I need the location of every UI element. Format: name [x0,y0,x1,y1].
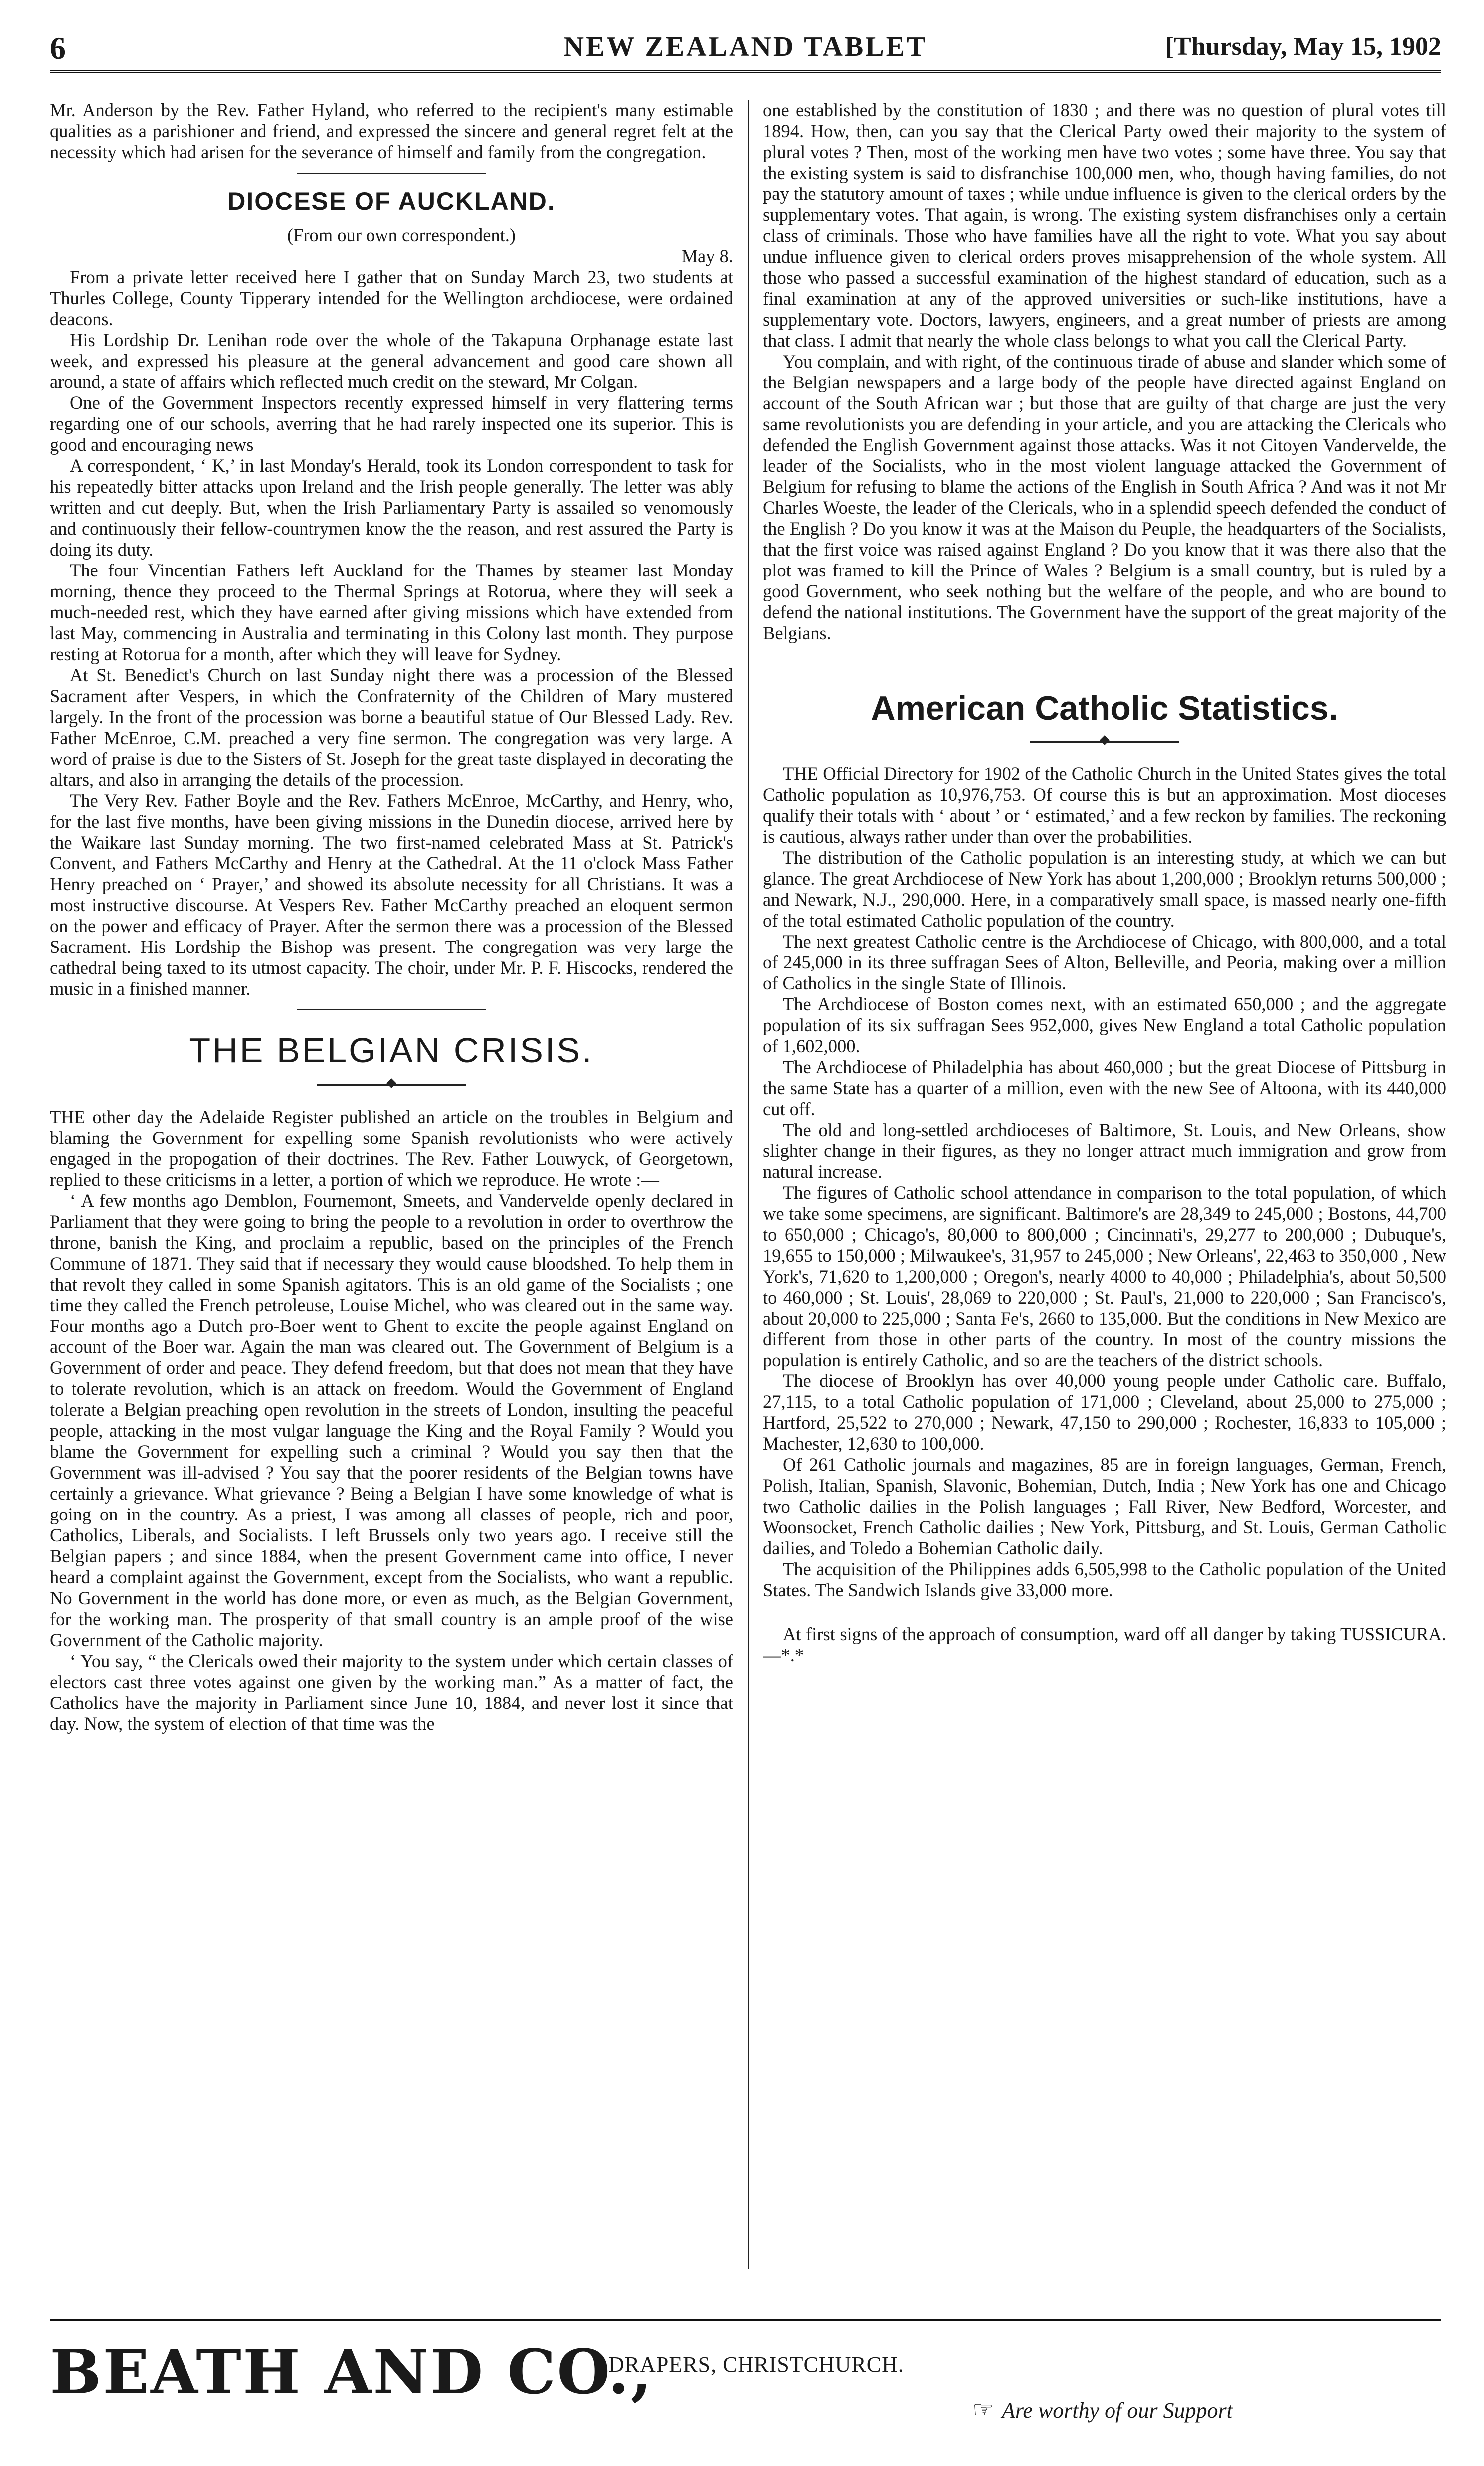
american-paragraph: The Archdiocese of Philadelphia has about 460,000 ; but the great Diocese of Pittsburg in the same State has a quarter of a million, even with the new See of Altoona, with its 440,000 cut off. [763,1056,1446,1119]
belgian-crisis-heading: THE BELGIAN CRISIS. [189,1031,594,1070]
auckland-heading: DIOCESE OF AUCKLAND. [227,187,556,215]
issue-date: [Thursday, May 15, 1902 [1165,32,1441,61]
left-column [50,100,733,2264]
auckland-byline: (From our own correspondent.) [287,225,516,246]
advertisement-footer [50,2319,1441,2446]
auckland-paragraph: A correspondent, ‘ K,’ in last Monday's Herald, took its London correspondent to task for his repeatedly bitter attacks upon Ireland and the Irish people generally. The letter was ably written and cut deeply. But, when the Irish Parliamentary Party is assailed so venomously and continuously their fellow-countrymen know the the reason, and rest assured the Party is doing its duty. [50,455,733,560]
belgian-continued-paragraph: one established by the constitution of 1830 ; and there was no question of plural votes till 1894. How, then, can you say that the Clerical Party owed their majority to the system of plural votes ? Then, most of the working men have two votes ; some have three. You say that the existing system is said to disfranchise 100,000 men, who, though having families, do not pay the statutory amount of taxes ; while undue influence is given to the clerical orders by the supplementary votes. That again, is wrong. The existing system disfranchises only a certain class of criminals. Those who have families have all the right to vote. What you say about undue influence given to clerical orders proves misapprehension of the whole system. All those who passed a successful examination of the highest standard of education, such as a final examination at any of the approved universities or such-like institutions, have a supplementary vote. Doctors, lawyers, engineers, and a great number of priests are among that class. I admit that nearly the whole class belongs to what you call the Clerical Party. [763,100,1446,351]
american-paragraph: THE Official Directory for 1902 of the Catholic Church in the United States gives the total Catholic population as 10,976,753. Of course this is but an approximation. Most dioceses qualify their totals with ‘ about ’ or ‘ estimated,’ and a few reckon by families. The reckoning is cautious, always rather under than over the probabilities. [763,763,1446,847]
belgian-paragraph: THE other day the Adelaide Register published an article on the troubles in Belgium and blaming the Government for expelling some Spanish revolutionists who were actively engaged in the propogation of their doctrines. The Rev. Father Louwyck, of Georgetown, replied to these criticisms in a letter, a portion of which we reproduce. He wrote :— [50,1106,733,1190]
american-statistics-heading: American Catholic Statistics. [871,689,1338,728]
american-paragraph: The acquisition of the Philippines adds 6,505,998 to the Catholic population of the United States. The Sandwich Islands give 33,000 more. [763,1559,1446,1601]
beath-and-co-brand: BEATH AND CO., [50,2336,654,2408]
auckland-paragraph: The Very Rev. Father Boyle and the Rev. Fathers McEnroe, McCarthy, and Henry, who, for the last five months, have been giving missions in the Dunedin diocese, arrived here by the Waikare last Sunday morning. The two first-named celebrated Mass at St. Patrick's Convent, and Fathers McCarthy and Henry at the Cathedral. At the 11 o'clock Mass Father Henry preached on ‘ Prayer,’ and showed its absolute necessity for all Christians. It was a most instructive discourse. At Vespers Rev. Father McCarthy preached an eloquent sermon on the power and efficacy of Prayer. After the sermon there was a procession of the Blessed Sacrament. His Lordship the Bishop was present. The congregation was very large the cathedral being taxed to its utmost capacity. The choir, under Mr. P. F. Hiscocks, rendered the music in a finished manner. [50,790,733,999]
belgian-continued-paragraph: You complain, and with right, of the continuous tirade of abuse and slander which some of the Belgian newspapers and a large body of the people have directed against England on account of the South African war ; but those that are guilty of that charge are just the very same revolutionists you are defending in your article, and you are attacking the Clericals who defended the English Government against those attacks. Was it not Citoyen Vandervelde, the leader of the Socialists, who in the most violent language attacked the Government of Belgium for refusing to blame the actions of the English in South Africa ? And was it not Mr Charles Woeste, the leader of the Clericals, who in a splendid speech defended the conduct of the English ? Do you know it was at the Maison du Peuple, the headquarters of the Socialists, that the first voice was raised against England ? Do you know that it was there also that the plot was framed to kill the Prince of Wales ? Belgium is a small country, but is ruled by a good Government, who seek nothing but the welfare of the people, and who are bound to defend the national institutions. The Government have the support of the great majority of the Belgians. [763,351,1446,644]
american-paragraph: The next greatest Catholic centre is the Archdiocese of Chicago, with 800,000, and a total of 245,000 in its three suffragan Sees of Alton, Belleville, and Peoria, making over a million of Catholics in the single State of Illinois. [763,931,1446,994]
tussicura-notice: At first signs of the approach of consumption, ward off all danger by taking TUSSICURA.—*.* [763,1624,1446,1666]
auckland-paragraph: From a private letter received here I gather that on Sunday March 23, two students at Thurles College, County Tipperary intended for the Wellington archdiocese, were ordained deacons. [50,267,733,330]
column-divider [748,100,749,2269]
opening-paragraph: Mr. Anderson by the Rev. Father Hyland, who referred to the recipient's many estimable qualities as a parishioner and friend, and expressed the sincere and general regret felt at the necessity which had arisen for the severance of himself and family from the congregation. [50,100,733,162]
auckland-paragraph: The four Vincentian Fathers left Auckland for the Thames by steamer last Monday morning, thence they proceed to the Thermal Springs at Rotorua, where they will seek a much-needed rest, which they have earned after giving missions which have extended from last May, commencing in Australia and terminating in this Colony last month. They purpose resting at Rotorua for a month, after which they will leave for Sydney. [50,560,733,664]
page-header [50,30,1441,73]
american-paragraph: The old and long-settled archdioceses of Baltimore, St. Louis, and New Orleans, show slighter change in their figures, as they no longer attract much immigration and grow from natural increase. [763,1119,1446,1182]
auckland-paragraph: His Lordship Dr. Lenihan rode over the whole of the Takapuna Orphanage estate last week, and expressed his pleasure at the general advancement and good care shown all around, a state of affairs which reflected much credit on the steward, Mr Colgan. [50,330,733,392]
diamond-rule [1030,737,1179,747]
auckland-paragraph: One of the Government Inspectors recently expressed himself in very flattering terms regarding one of our schools, averring that he had rarely inspected one its superior. This is good and encouraging news [50,392,733,455]
diamond-rule [317,1080,466,1090]
american-paragraph: The diocese of Brooklyn has over 40,000 young people under Catholic care. Buffalo, 27,115, to a total Catholic population of 171,000 ; Cleveland, about 25,000 to 275,000 ; Hartford, 25,522 to 270,000 ; Newark, 47,150 to 290,000 ; Rochester, 16,833 to 105,000 ; Machester, 12,630 to 100,000. [763,1370,1446,1454]
diamond-ornament-icon [386,1078,396,1088]
auckland-paragraph: At St. Benedict's Church on last Sunday night there was a procession of the Blessed Sacrament after Vespers, in which the Confraternity of the Children of Mary mustered largely. In the front of the procession was borne a beautiful statue of Our Blessed Lady. Rev. Father McEnroe, C.M. preached a very fine sermon. The congregation was very large. A word of praise is due to the Sisters of St. Joseph for the great taste displayed in decorating the altars, and also in arranging the details of the procession. [50,664,733,790]
belgian-paragraph: ‘ A few months ago Demblon, Fournemont, Smeets, and Vandervelde openly declared in Parliament that they were going to bring the people to a revolution in order to overthrow the throne, banish the King, and proclaim a republic, based on the principles of the French Commune of 1871. They said that if necessary they would cause bloodshed. To help them in that revolt they called in some Spanish agitators. This is an old game of the Socialists ; one time they called the French petroleuse, Louise Michel, who was cleared out in the same way. Four months ago a Dutch pro-Boer went to Ghent to excite the people against England on account of the Boer war. Again the man was cleared out. The Government of Belgium is a Government of order and peace. They defend freedom, but that does not mean that they have to tolerate revolution, which is an attack on freedom. Would the Government of England tolerate a Belgian preaching open revolution in the streets of London, insulting the peaceful people, attacking in the most vulgar language the King and the Royal Family ? Would you blame the Government for expelling such a criminal ? Would you say then that the Government was ill-advised ? You say that the poorer residents of the Belgian towns have certainly a grievance. What grievance ? Being a Belgian I have some knowledge of what is going on in the country. As a priest, I was among all classes of people, rich and poor, Catholics, Liberals, and Socialists. I left Brussels only two years ago. I receive still the Belgian papers ; and since 1884, when the present Government came into office, I never heard a complaint against the Government, except from the Socialists, who want a republic. No Government in the world has done more, or even as much, as the Belgian Government, for the working man. The prosperity of that small country is an ample proof of the wise Government of the Catholic majority. [50,1190,733,1650]
support-text: Are worthy of our Support [1002,2398,1233,2423]
right-column [763,100,1446,2264]
belgian-paragraph: ‘ You say, “ the Clericals owed their majority to the system under which certain classes of electors cast three votes against one given by the working man.” As a matter of fact, the Catholics have the majority in Parliament since June 10, 1884, and never lost it since that day. Now, the system of election of that time was the [50,1650,733,1734]
american-paragraph: The figures of Catholic school attendance in comparison to the total population, of which we take some specimens, are significant. Baltimore's are 28,349 to 245,000 ; Bostons, 44,700 to 650,000 ; Chicago's, 80,000 to 800,000 ; Cincinnati's, 29,277 to 200,000 ; Dubuque's, 19,655 to 150,000 ; Milwaukee's, 31,957 to 245,000 ; New Orleans', 22,463 to 350,000 , New York's, 71,620 to 1,200,000 ; Oregon's, nearly 4000 to 40,000 ; Philadelphia's, about 50,500 to 460,000 ; St. Louis', 28,069 to 220,000 ; St. Paul's, 21,000 to 220,000 ; San Francisco's, about 20,000 to 225,000 ; Santa Fe's, 2660 to 135,000. But the conditions in New Mexico are different from those in other parts of the country. In most of the country missions the population is entirely Catholic, and so are the teachers of the district schools. [763,1182,1446,1370]
section-rule [297,1009,486,1010]
auckland-dateline: May 8. [681,246,733,267]
american-paragraph: Of 261 Catholic journals and magazines, 85 are in foreign languages, German, French, Polish, Italian, Spanish, Slavonic, Bohemian, Dutch, India ; New York has one and Chicago two Catholic dailies in the Polish languages ; Fall River, New Bedford, Worcester, and Woonsocket, French Catholic dailies ; New York, Pittsburg, and St. Louis, German Catholic dailies, and Toledo a Bohemian Catholic daily. [763,1454,1446,1559]
drapers-location: DRAPERS, CHRISTCHURCH. [608,2352,904,2377]
support-line [972,2396,1233,2424]
section-rule [297,173,486,174]
pointing-hand-icon: ☞ [972,2397,994,2423]
american-paragraph: The distribution of the Catholic population is an interesting study, at which we can but glance. The great Archdiocese of New York has about 1,200,000 ; Brooklyn returns 500,000 ; and Newark, N.J., 290,000. Here, in a comparatively small space, is massed nearly one-fifth of the total estimated Catholic population of the country. [763,847,1446,931]
page-number: 6 [50,30,66,66]
masthead: NEW ZEALAND TABLET [563,31,928,62]
diamond-ornament-icon [1100,735,1110,745]
american-paragraph: The Archdiocese of Boston comes next, with an estimated 650,000 ; and the aggregate population of its six suffragan Sees 952,000, gives New England a total Catholic population of 1,602,000. [763,994,1446,1056]
